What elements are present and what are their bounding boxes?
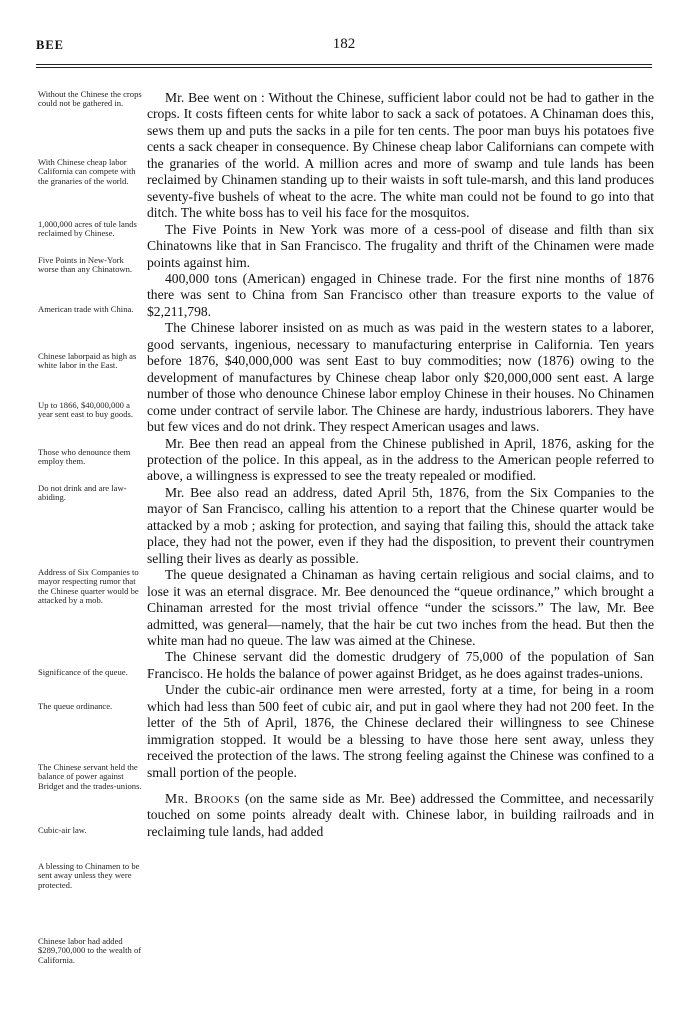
margin-note-sent-east: Up to 1866, $40,000,000 a year sent east to buy goods. [38, 400, 133, 420]
paragraph: Mr. Bee went on : Without the Chinese, sufficient labor could not be had to gather in the crops. It costs fifteen cents for white labor to sack a sack of potatoes. A Chinaman does this, sews them up and puts the sacks in a pile for ten cents. The poor man buys his potatoes five cents a sack cheaper in consequence. By Chinese cheap labor Californians can compete with the granaries of the world. A million acres and more of swamp and tule lands has been reclaimed by Chinamen standing up to their waists in soft tule-marsh, and this land produces seventy-five bushels of wheat to the acre. The white man could not be found to go into that ditch. The white boss has to veil his face for the mosquitos. [147, 90, 654, 221]
paragraph: 400,000 tons (American) engaged in Chinese trade. For the first nine months of 1876 there was sent to China from San Francisco other than treasure exports to the value of $2,211,798. [147, 270, 654, 319]
margin-note-five-points: Five Points in New-York worse than any Chinatown. [38, 255, 133, 275]
running-title: BEE [36, 38, 65, 52]
margin-note-american-trade: American trade with China. [38, 304, 134, 314]
page-number: 182 [332, 36, 356, 52]
margin-note-law-abiding: Do not drink and are law-abiding. [38, 483, 127, 503]
header-rule-top [36, 64, 652, 65]
paragraph: The Chinese laborer insisted on as much as was paid in the western states to a laborer, good servants, ingenious, necessary to manufacturing enterprise in California. Ten years before 1876, $40,000,000 was sent East to buy commodities; now (1876) owing to the development of manufactures by Chinese cheap labor only $20,000,000 sent east. A large number of those who denounce Chinese labor employ Chinese in their houses. No Chinamen come under contract of servile labor. The Chinese are hardy, industrious laborers. They have but few vices and do not drink. They respect American usages and laws. [147, 320, 654, 435]
paragraph: Under the cubic-air ordinance men were arrested, forty at a time, for being in a room which had less than 500 feet of cubic air, and put in gaol where they had not 200 feet. In the letter of the 5th of April, 1876, the Chinese declared their willingness to see Chinese immigration stopped. It would be a blessing to have those here sent away, unless they received the protection of the laws. The strong feeling against the Chinese was confined to a small portion of the people. [147, 682, 654, 780]
paragraph: The Five Points in New York was more of a cess-pool of disease and filth than six Chinatowns like that in San Francisco. The frugality and thrift of the Chinamen were made points against him. [147, 221, 654, 270]
margin-note-queue-ordinance: The queue ordinance. [38, 701, 113, 711]
margin-note-labor-pay: Chinese laborpaid as high as white labor in the East. [38, 351, 137, 371]
margin-note-granaries: With Chinese cheap labor California can compete with the granaries of the world. [38, 157, 136, 186]
header-rule-bottom [36, 67, 652, 68]
margin-note-wealth: Chinese labor had added $289,700,000 to the wealth of California. [38, 936, 142, 965]
speaker-name: Mr. Brooks [165, 791, 241, 807]
paragraph-text: (on the same side as Mr. Bee) addressed the Committee, and necessarily touched on some points already dealt with. Chinese labor, in building railroads and in reclaiming tule lands, had added [147, 791, 654, 839]
margin-note-blessing: A blessing to Chinamen to be sent away unless they were protected. [38, 861, 140, 890]
paragraph: Mr. Bee then read an appeal from the Chinese published in April, 1876, asking for the protection of the police. In this appeal, as in the address to the American people referred to above, a willingness is expressed to see the treaty repealed or modified. [147, 435, 654, 484]
paragraph: The Chinese servant did the domestic drudgery of 75,000 of the population of San Francisco. He holds the balance of power against Bridget, as he does against trades-unions. [147, 649, 654, 681]
margin-note-employ-them: Those who denounce them employ them. [38, 447, 131, 467]
margin-note-queue: Significance of the queue. [38, 667, 128, 677]
page-header [36, 36, 652, 56]
margin-note-tule-lands: 1,000,000 acres of tule lands reclaimed by Chinese. [38, 219, 137, 239]
paragraph: Mr. Bee also read an address, dated April 5th, 1876, from the Six Companies to the mayor of San Francisco, calling his attention to a report that the Chinese quarter would be attacked by a mob ; asking for protection, and saying that failing this, should the attack take place, they had not the power, even if they had the disposition, to prevent their countrymen selling their lives as dearly as possible. [147, 484, 654, 566]
margin-note-six-companies: Address of Six Companies to mayor respecting rumor that the Chinese quarter would be attacked by a mob. [38, 567, 139, 606]
paragraph: The queue designated a Chinaman as having certain religious and social claims, and to lose it was an eternal disgrace. Mr. Bee denounced the “queue ordinance,” which brought a Chinaman arrested for the most trivial offence “under the scissors.” The law, Mr. Bee admitted, was general—namely, that the hair be cut two inches from the head. But then the white man had no queue. The law was aimed at the Chinese. [147, 567, 654, 648]
margin-note-crops: Without the Chinese the crops could not be gathered in. [38, 89, 142, 109]
paragraph-brooks [147, 791, 654, 840]
margin-note-cubic-air: Cubic-air law. [38, 825, 87, 835]
body-text [147, 90, 654, 840]
margin-note-chinese-servant: The Chinese servant held the balance of power against Bridget and the trades-unions. [38, 762, 142, 791]
